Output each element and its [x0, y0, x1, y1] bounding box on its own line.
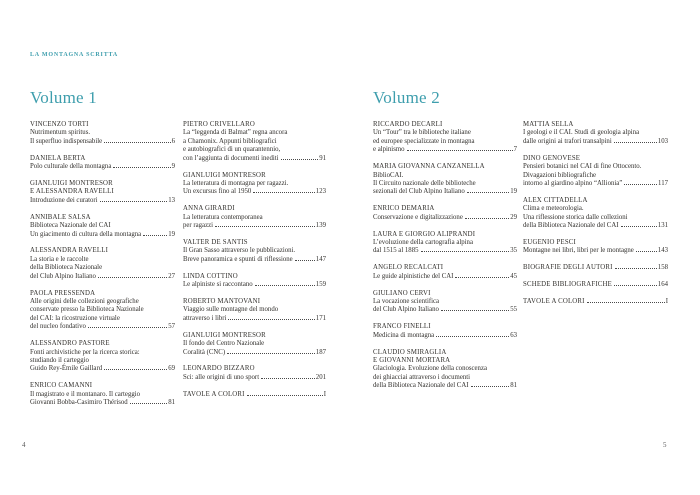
toc-author-line: DANIELA BERTA	[30, 154, 86, 162]
toc-title-line: Alle origini delle collezioni geografiche	[30, 298, 139, 305]
toc-author-line: ALEX CITTADELLA	[523, 196, 588, 204]
toc-leader-text: Conservazione e digitalizzazione	[373, 213, 463, 221]
toc-leader-row	[183, 188, 326, 196]
dotted-leader	[227, 353, 315, 354]
toc-entry	[30, 214, 175, 239]
dotted-leader	[255, 285, 315, 286]
toc-author-line: ENRICO DEMARIA	[373, 205, 435, 213]
toc-leader-row	[523, 180, 668, 188]
toc-entry	[373, 290, 517, 315]
dotted-leader	[143, 235, 167, 236]
toc-leader-row	[523, 264, 668, 272]
toc-title-line: Il Circuito nazionale delle biblioteche	[373, 179, 476, 187]
toc-page-number: 45	[510, 272, 517, 280]
toc-leader-row	[183, 374, 326, 382]
page-right	[350, 0, 700, 495]
toc-author-line: MATTIA SELLA	[523, 121, 574, 128]
toc-leader-text: Un excursus fino al 1950	[183, 188, 252, 196]
dotted-leader	[615, 268, 657, 269]
toc-leader-text: Le alpiniste si raccontano	[183, 281, 253, 289]
toc-leader-text: dal 1515 al 1885	[373, 247, 419, 255]
dotted-leader	[247, 395, 323, 396]
toc-leader-row	[30, 399, 175, 407]
toc-entry	[183, 273, 326, 290]
volume-2-title: Volume 2	[373, 88, 440, 107]
toc-column	[183, 121, 326, 408]
dotted-leader	[614, 285, 657, 286]
toc-leader-row	[523, 247, 668, 255]
toc-author-line: GIANLUIGI MONTRESOR	[30, 180, 113, 188]
toc-leader-text: Introduzione dei curatori	[30, 196, 98, 204]
toc-entry	[183, 172, 326, 197]
dotted-leader	[436, 336, 509, 337]
toc-leader-row	[183, 391, 326, 399]
toc-leader-text: SCHEDE BIBLIOGRAFICHE	[523, 281, 612, 289]
toc-entry	[523, 264, 668, 272]
toc-page-number: 19	[168, 230, 175, 238]
dotted-leader	[295, 260, 315, 261]
toc-author-line: LEONARDO BIZZARO	[183, 365, 255, 373]
toc-author-line: GIANLUIGI MONTRESOR	[183, 331, 266, 339]
toc-leader-row	[523, 222, 668, 230]
toc-leader-row	[373, 214, 517, 222]
toc-title-line: La vocazione scientifica	[373, 298, 440, 305]
toc-author-line: GIULIANO CERVI	[373, 289, 431, 297]
toc-page-number: 147	[315, 255, 326, 263]
toc-entry	[30, 180, 175, 205]
toc-page-number: 187	[315, 348, 326, 356]
toc-leader-row	[373, 306, 517, 314]
toc-leader-row	[523, 298, 668, 306]
toc-title-line: dei ghiacciai attraverso i documenti	[373, 373, 471, 381]
toc-author-line: LINDA COTTINO	[183, 272, 238, 280]
toc-entry	[373, 349, 517, 391]
toc-leader-row	[30, 231, 175, 239]
toc-author-line: RICCARDO DECARLI	[373, 121, 443, 128]
toc-title-line: Il magistrato e il montanaro. Il carteggio	[30, 390, 141, 398]
dotted-leader	[100, 201, 168, 202]
toc-leader-text: TAVOLE A COLORI	[523, 298, 585, 306]
toc-page-number: 123	[315, 188, 326, 196]
toc-title-line: Nutrimentum spiritus.	[30, 129, 91, 137]
toc-leader-row	[183, 222, 326, 230]
dotted-leader	[621, 226, 657, 227]
toc-entry	[30, 382, 175, 407]
toc-title-line: Glaciologia. Evoluzione della conoscenza	[373, 365, 487, 373]
toc-page-number: 131	[657, 222, 668, 230]
toc-leader-text: dalle origini ai trafori transalpini	[523, 137, 612, 145]
toc-leader-text: della Biblioteca Nazionale del CAI	[523, 222, 619, 230]
toc-title-line: I geologi e il CAI. Studi di geologia alpina	[523, 129, 640, 137]
toc-column	[523, 121, 668, 315]
toc-author-line: ALESSANDRO PASTORE	[30, 340, 110, 348]
toc-leader-row	[30, 163, 175, 171]
toc-title-line: Fonti archivistiche per la ricerca storica:	[30, 348, 140, 356]
toc-entry	[183, 205, 326, 230]
toc-leader-row	[30, 323, 175, 331]
toc-author-line: PAOLA PRESSENDA	[30, 289, 96, 297]
toc-entry	[183, 298, 326, 323]
toc-page-number: I	[665, 298, 668, 306]
toc-title-line: La letteratura contemporanea	[183, 213, 263, 221]
toc-leader-row	[30, 365, 175, 373]
toc-author-line: CLAUDIO SMIRAGLIA	[373, 348, 447, 356]
toc-author-line: EUGENIO PESCI	[523, 238, 577, 246]
dotted-leader	[281, 159, 319, 160]
toc-page-number: 19	[510, 188, 517, 196]
toc-leader-text: Il superfluo indispensabile	[30, 137, 103, 145]
toc-leader-text: Medicina di montagna	[373, 331, 435, 339]
toc-title-line: del CAI: la ricostruzione virtuale	[30, 314, 120, 322]
toc-author-line: ROBERTO MANTOVANI	[183, 298, 261, 305]
toc-leader-text: intorno al giardino alpino “Allionia”	[523, 179, 623, 187]
dotted-leader	[441, 310, 509, 311]
dotted-leader	[614, 142, 657, 143]
toc-column	[30, 121, 175, 416]
toc-entry	[523, 281, 668, 289]
dotted-leader	[587, 302, 665, 303]
toc-page-number: 159	[315, 281, 326, 289]
toc-title-line: Pensieri botanici nel CAI di fine Ottocento.	[523, 163, 642, 171]
toc-entry	[30, 247, 175, 281]
toc-author-line: DINO GENOVESE	[523, 154, 581, 162]
toc-author-line: VINCENZO TORTI	[30, 121, 89, 128]
toc-leader-row	[183, 155, 326, 163]
toc-entry	[183, 332, 326, 357]
toc-leader-text: BIOGRAFIE DEGLI AUTORI	[523, 264, 613, 272]
dotted-leader	[261, 378, 315, 379]
toc-page-number: 103	[657, 137, 668, 145]
toc-entry	[523, 197, 668, 231]
toc-entry	[373, 323, 517, 340]
toc-leader-text: Coralità (CNC)	[183, 348, 226, 356]
toc-leader-text: sezionali del Club Alpino Italiano	[373, 188, 465, 196]
toc-leader-text: Le guide alpinistiche del CAI	[373, 272, 454, 280]
toc-leader-row	[523, 281, 668, 289]
toc-column	[373, 121, 517, 399]
toc-page-number: 13	[168, 196, 175, 204]
toc-title-line: e autobiografici di un quarantennio,	[183, 146, 281, 154]
dotted-leader	[467, 192, 509, 193]
toc-title-line: BiblioCAI.	[373, 171, 404, 179]
toc-author-line: GIANLUIGI MONTRESOR	[183, 171, 266, 179]
toc-leader-text: con l’aggiunta di documenti inediti	[183, 154, 279, 162]
toc-page-number: 201	[315, 373, 326, 381]
toc-title-line: conservate presso la Biblioteca Nazionale	[30, 306, 144, 314]
toc-entry	[183, 121, 326, 163]
toc-author-line: E GIOVANNI MORTARA	[373, 357, 451, 365]
dotted-leader	[636, 251, 657, 252]
volume-1-title: Volume 1	[30, 88, 97, 107]
dotted-leader	[624, 184, 657, 185]
toc-leader-row	[373, 382, 517, 390]
toc-page-number: 7	[513, 146, 517, 154]
dotted-leader	[228, 319, 314, 320]
toc-title-line: ed europee specializzate in montagna	[373, 137, 475, 145]
toc-page-number: 143	[657, 247, 668, 255]
toc-title-line: La “leggenda di Balmat” regna ancora	[183, 129, 288, 137]
dotted-leader	[104, 369, 167, 370]
toc-entry	[373, 205, 517, 222]
toc-page-number: 117	[658, 179, 668, 187]
toc-entry	[523, 121, 668, 146]
dotted-leader	[421, 251, 510, 252]
toc-leader-row	[30, 197, 175, 205]
toc-page-number: 29	[510, 213, 517, 221]
toc-leader-row	[373, 188, 517, 196]
toc-author-line: PIETRO CRIVELLARO	[183, 121, 255, 128]
dotted-leader	[113, 167, 170, 168]
toc-author-line: FRANCO FINELLI	[373, 323, 431, 331]
toc-title-line: Divagazioni bibliografiche	[523, 171, 597, 179]
toc-entry	[183, 365, 326, 382]
toc-leader-text: della Biblioteca Nazionale del CAI	[373, 382, 469, 390]
toc-leader-row	[373, 247, 517, 255]
toc-leader-row	[373, 146, 517, 154]
toc-entry	[183, 391, 326, 399]
toc-leader-row	[183, 315, 326, 323]
toc-leader-text: TAVOLE A COLORI	[183, 390, 245, 398]
toc-leader-row	[30, 273, 175, 281]
toc-page-number: 139	[315, 222, 326, 230]
toc-leader-row	[373, 273, 517, 281]
toc-title-line: La letteratura di montagna per ragazzi.	[183, 179, 289, 187]
toc-leader-text: e alpinismo	[373, 146, 405, 154]
toc-leader-row	[373, 332, 517, 340]
toc-author-line: ENRICO CAMANNI	[30, 382, 93, 390]
dotted-leader	[88, 327, 167, 328]
toc-page-number: 158	[657, 264, 668, 272]
toc-title-line: Il Gran Sasso attraverso le pubblicazioni.	[183, 247, 296, 255]
toc-leader-text: del Club Alpino Italiano	[30, 272, 96, 280]
toc-page-number: 35	[510, 247, 517, 255]
toc-page-number: 57	[168, 323, 175, 331]
toc-page-number: I	[323, 390, 326, 398]
toc-page-number: 91	[319, 154, 326, 162]
toc-leader-text: Sci: alle origini di uno sport	[183, 373, 260, 381]
toc-entry	[30, 155, 175, 172]
toc-leader-row	[30, 138, 175, 146]
toc-author-line: VALTER DE SANTIS	[183, 238, 248, 246]
dotted-leader	[215, 226, 315, 227]
toc-leader-text: Breve panoramica e spunti di riflessione	[183, 255, 293, 263]
toc-leader-text: Montagne nei libri, libri per le montagne	[523, 247, 634, 255]
toc-leader-text: del nucleo fondativo	[30, 323, 86, 331]
toc-leader-text: Giovanni Bobba-Casimiro Thérisod	[30, 399, 128, 407]
toc-entry	[373, 264, 517, 281]
page-number-left: 4	[22, 441, 26, 449]
toc-author-line: ANNA GIRARDI	[183, 205, 235, 213]
toc-author-line: ANGELO RECALCATI	[373, 264, 444, 272]
toc-leader-text: del Club Alpino Italiano	[373, 306, 439, 314]
toc-author-line: LAURA E GIORGIO ALIPRANDI	[373, 230, 476, 238]
dotted-leader	[465, 218, 509, 219]
toc-title-line: a Chamonix. Appunti bibliografici	[183, 137, 277, 145]
toc-title-line: studiando il carteggio	[30, 356, 89, 364]
running-title: LA MONTAGNA SCRITTA	[30, 52, 118, 58]
toc-author-line: MARIA GIOVANNA CANZANELLA	[373, 163, 485, 171]
toc-page-number: 164	[657, 281, 668, 289]
dotted-leader	[104, 142, 170, 143]
toc-title-line: Il fondo del Centro Nazionale	[183, 340, 265, 348]
toc-page-number: 9	[171, 163, 175, 171]
toc-page-number: 63	[510, 331, 517, 339]
toc-leader-row	[183, 349, 326, 357]
toc-page-number: 55	[510, 306, 517, 314]
toc-title-line: della Biblioteca Nazionale	[30, 264, 103, 272]
dotted-leader	[253, 192, 314, 193]
toc-entry	[523, 298, 668, 306]
toc-page-number: 69	[168, 365, 175, 373]
toc-title-line: Viaggio sulle montagne del mondo	[183, 306, 279, 314]
toc-entry	[30, 121, 175, 146]
toc-leader-text: Guido Rey-Émile Gaillard	[30, 365, 103, 373]
toc-author-line: ALESSANDRA RAVELLI	[30, 247, 109, 255]
toc-page-number: 81	[168, 399, 175, 407]
dotted-leader	[471, 386, 510, 387]
toc-title-line: Un “Tour” tra le biblioteche italiane	[373, 129, 471, 137]
toc-entry	[523, 239, 668, 256]
toc-leader-text: attraverso i libri	[183, 314, 227, 322]
toc-leader-row	[183, 256, 326, 264]
toc-title-line: L’evoluzione della cartografia alpina	[373, 238, 473, 246]
toc-entry	[523, 155, 668, 189]
toc-entry	[30, 340, 175, 374]
toc-entry	[373, 121, 517, 155]
dotted-leader	[98, 277, 167, 278]
toc-leader-text: Polo culturale della montagna	[30, 163, 112, 171]
dotted-leader	[130, 403, 168, 404]
toc-title-line: La storia e le raccolte	[30, 255, 89, 263]
toc-author-line: E ALESSANDRA RAVELLI	[30, 188, 114, 196]
toc-leader-text: Un giacimento di cultura della montagna	[30, 230, 142, 238]
toc-author-line: ANNIBALE SALSA	[30, 213, 91, 221]
toc-page-number: 6	[171, 137, 175, 145]
toc-page-number: 81	[510, 382, 517, 390]
toc-title-line: Biblioteca Nazionale del CAI	[30, 222, 111, 230]
toc-entry	[373, 163, 517, 197]
toc-page-number: 27	[168, 272, 175, 280]
dotted-leader	[455, 277, 509, 278]
page-number-right: 5	[663, 441, 667, 449]
dotted-leader	[407, 150, 513, 151]
toc-page-number: 171	[315, 314, 326, 322]
toc-title-line: Clima e meteorologia.	[523, 205, 584, 213]
toc-entry	[373, 231, 517, 256]
toc-entry	[30, 290, 175, 332]
toc-title-line: Una riflessione storica dalle collezioni	[523, 213, 628, 221]
toc-leader-text: per ragazzi	[183, 222, 213, 230]
toc-leader-row	[183, 281, 326, 289]
toc-entry	[183, 239, 326, 264]
toc-leader-row	[523, 138, 668, 146]
